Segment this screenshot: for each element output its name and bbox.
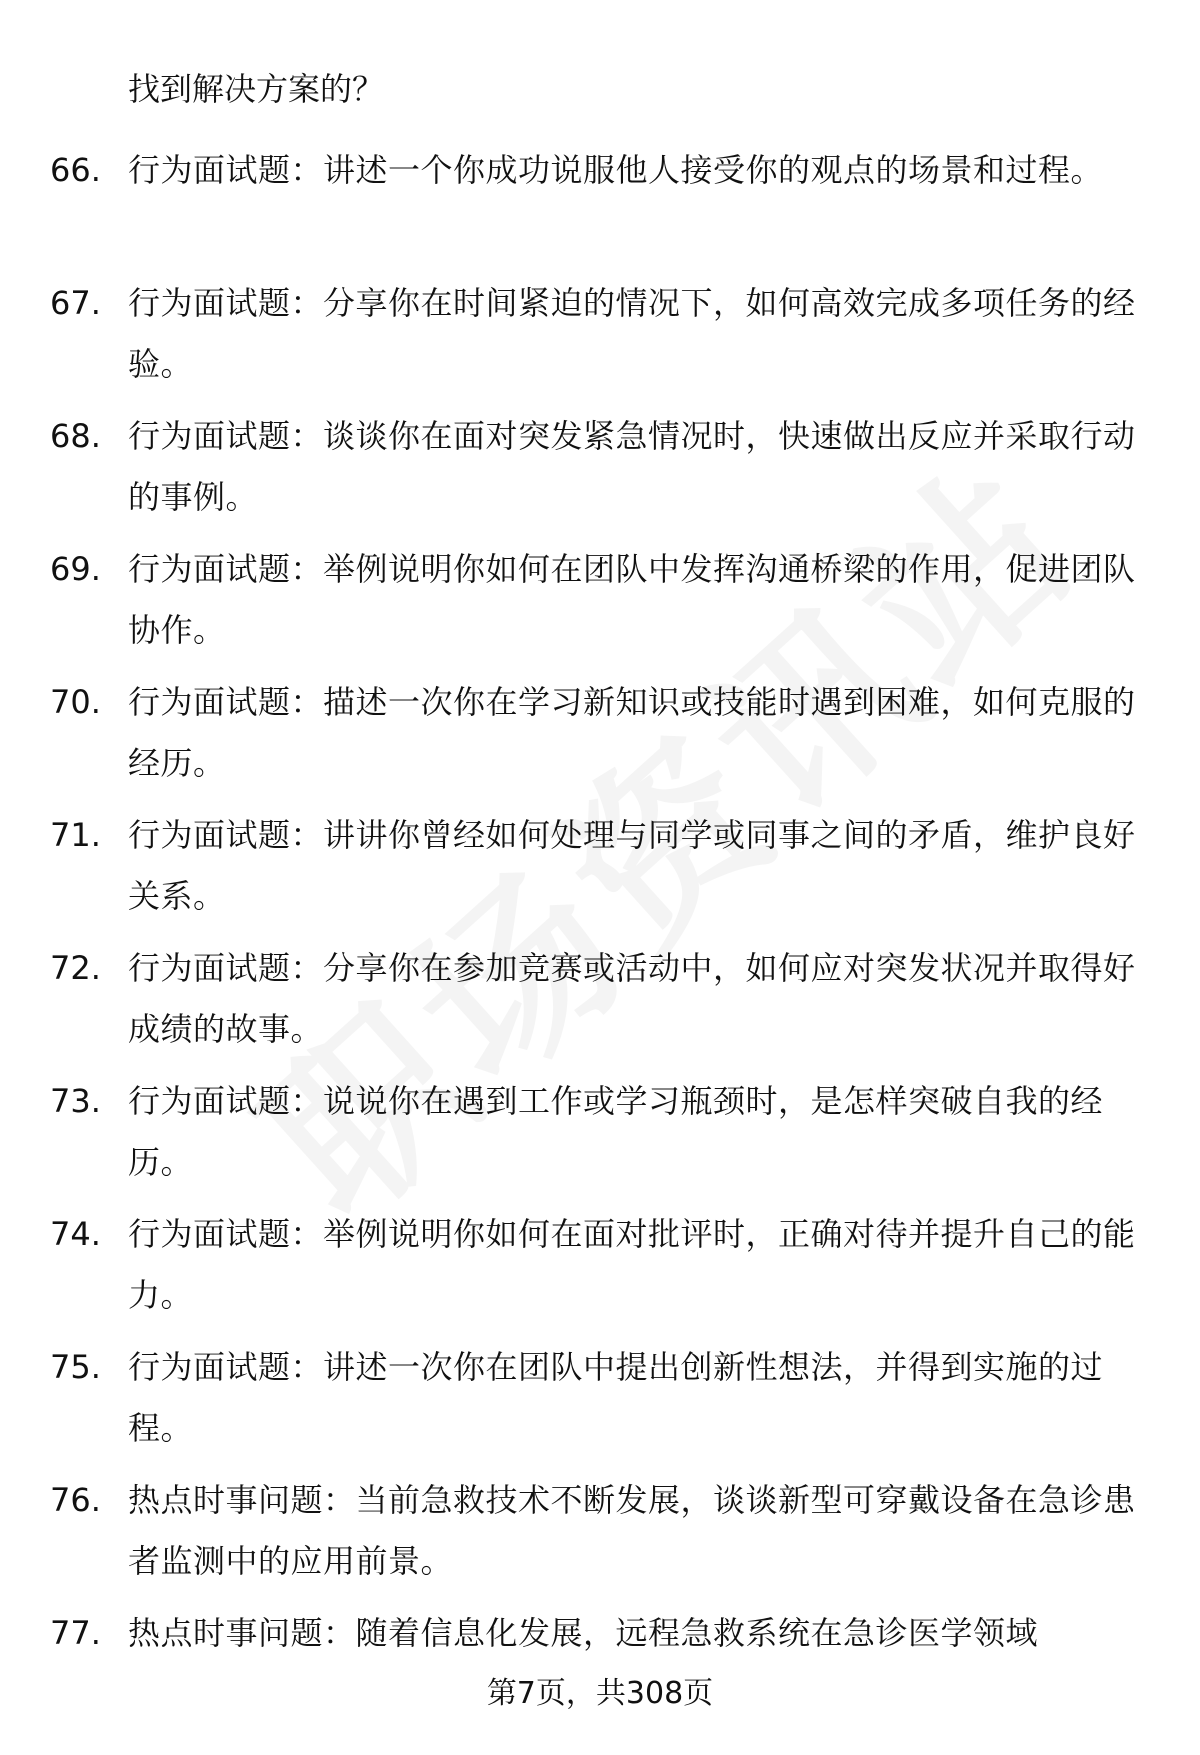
item-number: 75. [50,1348,101,1386]
list-item [50,805,1140,938]
list-item [50,672,1140,805]
item-number: 68. [50,417,101,455]
item-number: 69. [50,550,101,588]
item-number: 67. [50,284,101,322]
item-text: 行为面试题：讲讲你曾经如何处理与同学或同事之间的矛盾，维护良好关系。 [128,816,1136,915]
item-number: 66. [50,151,101,189]
page-footer: 第7页，共308页 [486,1676,714,1711]
item-number: 77. [50,1614,101,1652]
item-text: 热点时事问题：当前急救技术不断发展，谈谈新型可穿戴设备在急诊患者监测中的应用前景。 [128,1481,1136,1580]
item-number: 74. [50,1215,101,1253]
item-text: 行为面试题：谈谈你在面对突发紧急情况时，快速做出反应并采取行动的事例。 [128,417,1136,516]
item-number: 76. [50,1481,101,1519]
question-list [50,140,1140,1736]
item-text: 行为面试题：分享你在参加竞赛或活动中，如何应对突发状况并取得好成绩的故事。 [128,949,1136,1048]
item-number: 71. [50,816,101,854]
list-item [50,539,1140,672]
item-text: 行为面试题：讲述一个你成功说服他人接受你的观点的场景和过程。 [128,151,1104,189]
list-item [50,1204,1140,1337]
continuation-text: 找到解决方案的？ [128,70,385,108]
item-text: 行为面试题：举例说明你如何在团队中发挥沟通桥梁的作用，促进团队协作。 [128,550,1136,649]
item-text: 行为面试题：讲述一次你在团队中提出创新性想法，并得到实施的过程。 [128,1348,1104,1447]
list-item [50,1470,1140,1603]
list-item [50,273,1140,406]
list-item [50,938,1140,1071]
item-text: 行为面试题：举例说明你如何在面对批评时，正确对待并提升自己的能力。 [128,1215,1136,1314]
item-number: 72. [50,949,101,987]
item-text: 行为面试题：分享你在时间紧迫的情况下，如何高效完成多项任务的经验。 [128,284,1136,383]
item-text: 行为面试题：说说你在遇到工作或学习瓶颈时，是怎样突破自我的经历。 [128,1082,1104,1181]
list-item [50,1603,1140,1736]
list-item [50,1071,1140,1204]
list-item [50,140,1140,273]
item-number: 70. [50,683,101,721]
item-text: 热点时事问题：随着信息化发展，远程急救系统在急诊医学领域 [128,1614,1039,1652]
item-number: 73. [50,1082,101,1120]
list-item [50,406,1140,539]
item-text: 行为面试题：描述一次你在学习新知识或技能时遇到困难，如何克服的经历。 [128,683,1136,782]
list-item [50,1337,1140,1470]
